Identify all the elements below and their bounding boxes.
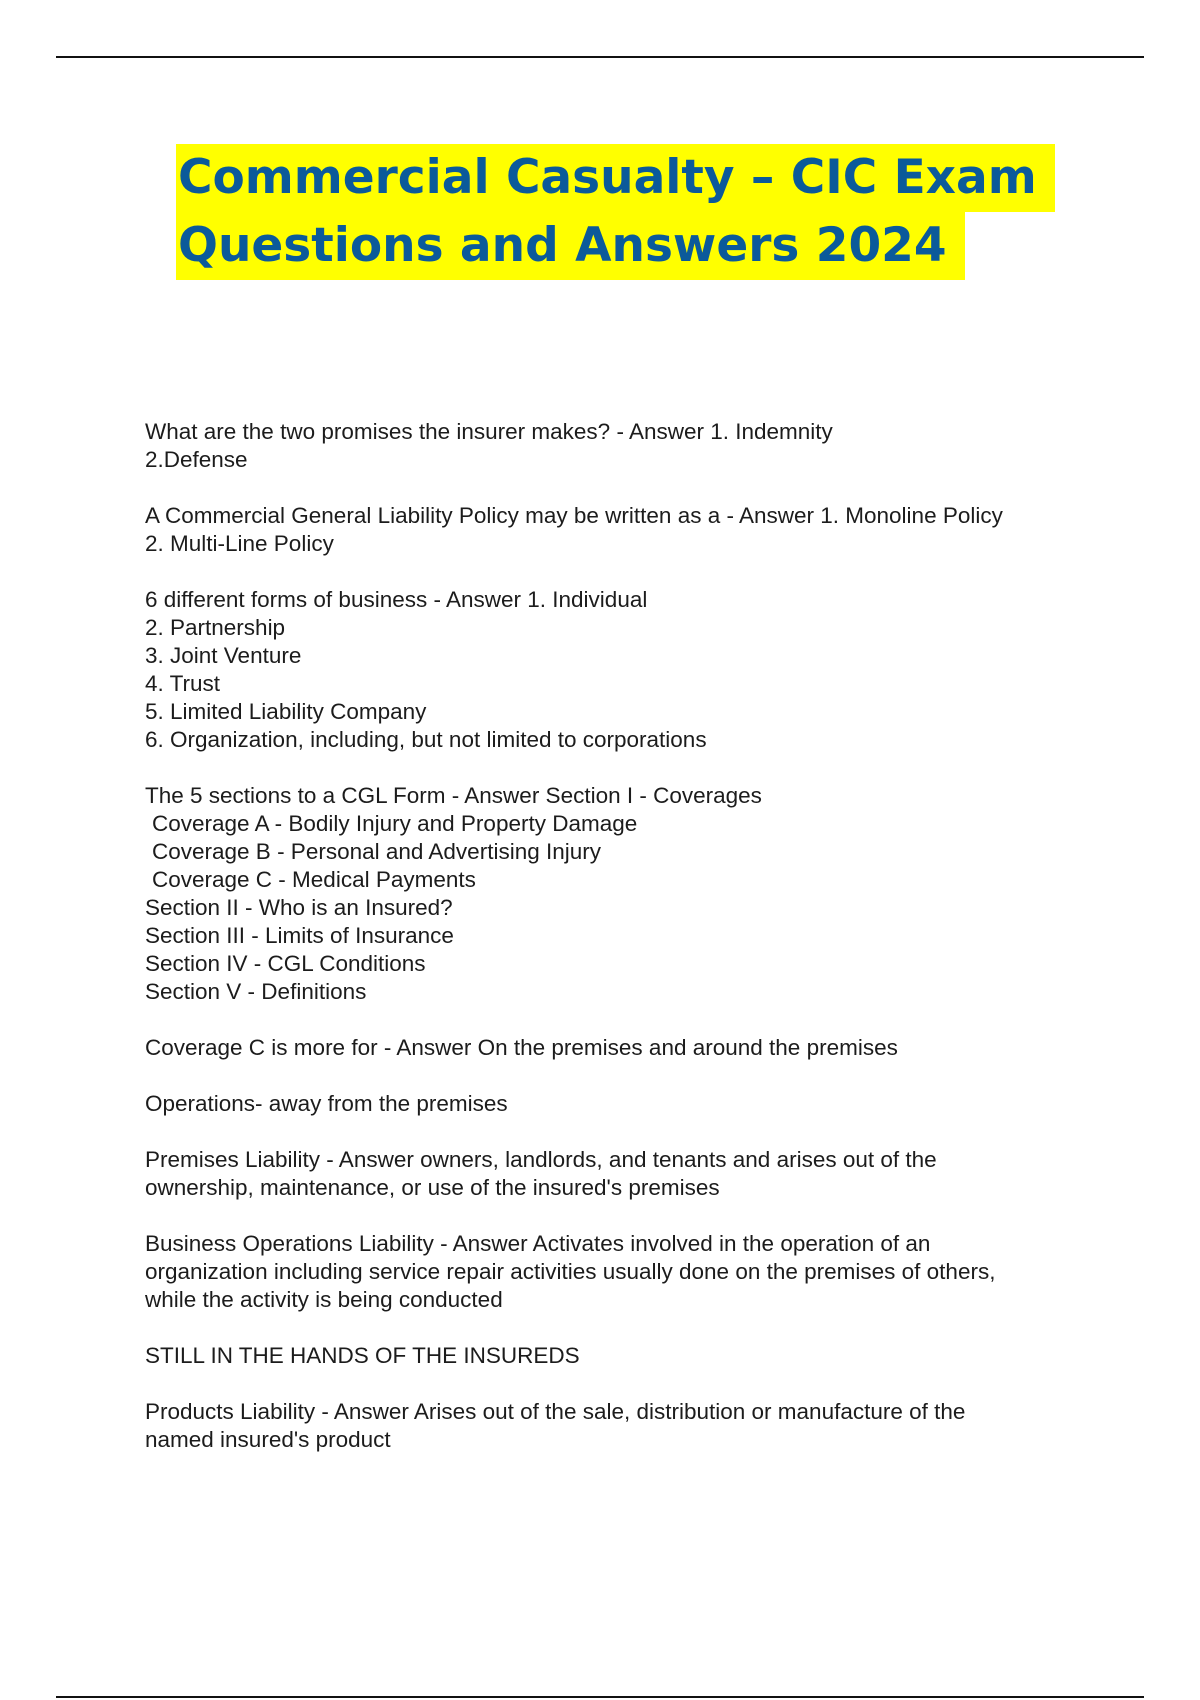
qa-line: named insured's product <box>145 1427 391 1452</box>
qa-block <box>145 1342 1085 1370</box>
document-title <box>176 144 1096 280</box>
qa-block <box>145 782 1085 1006</box>
qa-line: Operations- away from the premises <box>145 1091 508 1116</box>
qa-line: What are the two promises the insurer makes? - Answer 1. Indemnity <box>145 419 833 444</box>
qa-block <box>145 418 1085 474</box>
qa-line: while the activity is being conducted <box>145 1287 503 1312</box>
title-line-2: Questions and Answers 2024 <box>176 212 965 280</box>
qa-block <box>145 1090 1085 1118</box>
qa-line: organization including service repair activities usually done on the premises of others, <box>145 1259 996 1284</box>
qa-line: 2. Multi-Line Policy <box>145 531 334 556</box>
qa-content <box>145 418 1085 1482</box>
qa-line: Premises Liability - Answer owners, landlords, and tenants and arises out of the <box>145 1147 937 1172</box>
qa-line: Coverage A - Bodily Injury and Property Damage <box>152 811 638 836</box>
qa-block <box>145 502 1085 558</box>
qa-line: Section III - Limits of Insurance <box>145 923 454 948</box>
title-line-1: Commercial Casualty – CIC Exam <box>176 144 1055 212</box>
qa-line: Section V - Definitions <box>145 979 367 1004</box>
qa-block <box>145 1034 1085 1062</box>
qa-block <box>145 1230 1085 1314</box>
qa-block <box>145 1146 1085 1202</box>
qa-line: Coverage C is more for - Answer On the premises and around the premises <box>145 1035 898 1060</box>
qa-line: Section IV - CGL Conditions <box>145 951 426 976</box>
top-divider <box>56 56 1144 58</box>
qa-line: ownership, maintenance, or use of the insured's premises <box>145 1175 720 1200</box>
qa-line: 4. Trust <box>145 671 221 696</box>
qa-line: Section II - Who is an Insured? <box>145 895 453 920</box>
qa-line: 5. Limited Liability Company <box>145 699 427 724</box>
qa-line: Coverage B - Personal and Advertising Injury <box>152 839 601 864</box>
qa-block <box>145 586 1085 754</box>
qa-line: 6 different forms of business - Answer 1. Individual <box>145 587 648 612</box>
qa-line: STILL IN THE HANDS OF THE INSUREDS <box>145 1343 580 1368</box>
bottom-divider <box>56 1696 1144 1698</box>
qa-line: Business Operations Liability - Answer Activates involved in the operation of an <box>145 1231 931 1256</box>
qa-line: Coverage C - Medical Payments <box>152 867 476 892</box>
qa-line: 2. Partnership <box>145 615 286 640</box>
qa-line: 3. Joint Venture <box>145 643 302 668</box>
qa-line: 2.Defense <box>145 447 248 472</box>
qa-line: The 5 sections to a CGL Form - Answer Section I - Coverages <box>145 783 762 808</box>
qa-line: Products Liability - Answer Arises out of the sale, distribution or manufacture of the <box>145 1399 966 1424</box>
qa-line: 6. Organization, including, but not limited to corporations <box>145 727 707 752</box>
qa-block <box>145 1398 1085 1454</box>
qa-line: A Commercial General Liability Policy may be written as a - Answer 1. Monoline Policy <box>145 503 1003 528</box>
